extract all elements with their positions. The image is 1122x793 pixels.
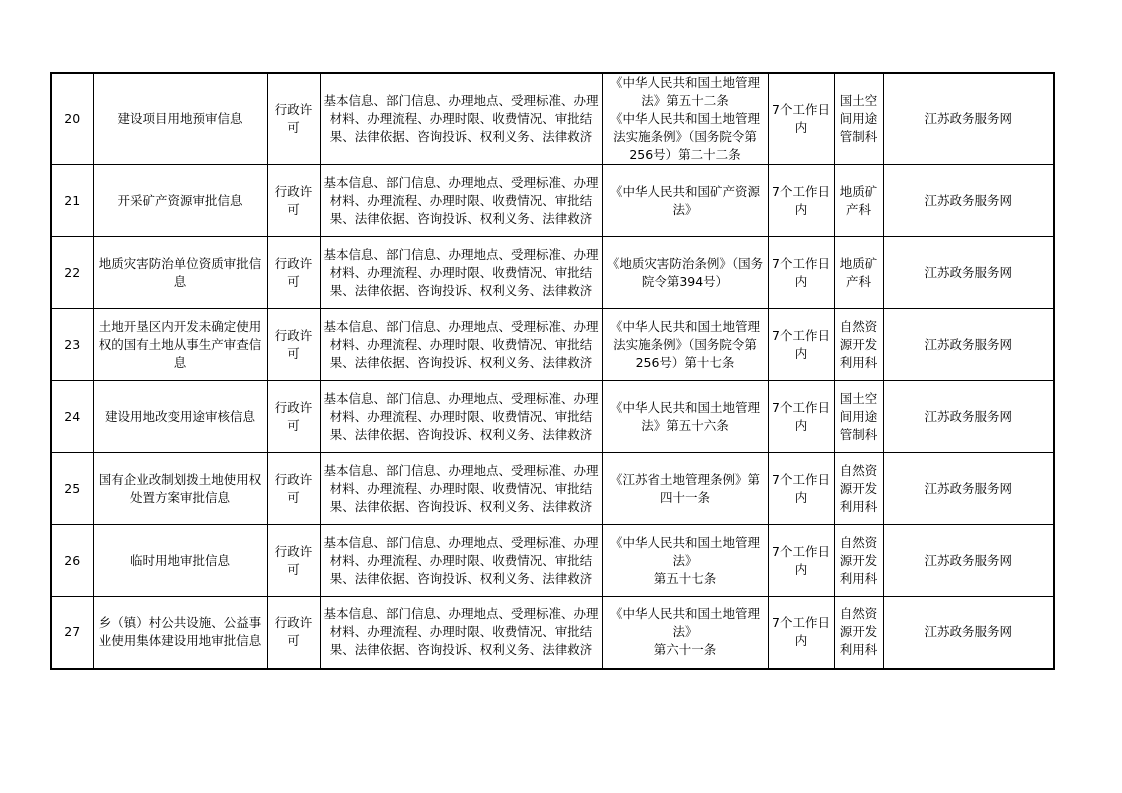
legal-basis xyxy=(602,237,768,309)
disclosure-channel: 江苏政务服务网 xyxy=(883,453,1054,525)
department: 自然资源开发利用科 xyxy=(834,525,883,597)
legal-basis xyxy=(602,165,768,237)
table-row xyxy=(51,453,1054,525)
department: 地质矿产科 xyxy=(834,165,883,237)
department: 自然资源开发利用科 xyxy=(834,597,883,669)
disclosure-content: 基本信息、部门信息、办理地点、受理标准、办理材料、办理流程、办理时限、收费情况、审批结果、法律依据、咨询投诉、权利义务、法律救济 xyxy=(320,237,602,309)
item-name: 乡（镇）村公共设施、公益事业使用集体建设用地审批信息 xyxy=(93,597,267,669)
row-number: 27 xyxy=(51,597,93,669)
item-type: 行政许可 xyxy=(267,73,320,165)
item-name: 地质灾害防治单位资质审批信息 xyxy=(93,237,267,309)
table-row xyxy=(51,381,1054,453)
legal-basis-line: 第五十七条 xyxy=(653,570,717,586)
row-number: 24 xyxy=(51,381,93,453)
item-name: 建设用地改变用途审核信息 xyxy=(93,381,267,453)
item-name: 开采矿产资源审批信息 xyxy=(93,165,267,237)
time-limit: 7个工作日内 xyxy=(768,309,834,381)
row-number: 23 xyxy=(51,309,93,381)
department: 国土空间用途管制科 xyxy=(834,381,883,453)
item-type: 行政许可 xyxy=(267,453,320,525)
disclosure-channel: 江苏政务服务网 xyxy=(883,73,1054,165)
item-type: 行政许可 xyxy=(267,309,320,381)
legal-basis-line: 《中华人民共和国土地管理法》第五十二条 xyxy=(609,75,760,108)
disclosure-content: 基本信息、部门信息、办理地点、受理标准、办理材料、办理流程、办理时限、收费情况、审批结果、法律依据、咨询投诉、权利义务、法律救济 xyxy=(320,381,602,453)
time-limit: 7个工作日内 xyxy=(768,73,834,165)
item-name: 土地开垦区内开发未确定使用权的国有土地从事生产审查信息 xyxy=(93,309,267,381)
time-limit: 7个工作日内 xyxy=(768,525,834,597)
legal-basis xyxy=(602,381,768,453)
disclosure-content: 基本信息、部门信息、办理地点、受理标准、办理材料、办理流程、办理时限、收费情况、审批结果、法律依据、咨询投诉、权利义务、法律救济 xyxy=(320,525,602,597)
disclosure-table xyxy=(50,72,1055,670)
legal-basis-line: 《中华人民共和国矿产资源法》 xyxy=(609,183,760,217)
time-limit: 7个工作日内 xyxy=(768,597,834,669)
disclosure-content: 基本信息、部门信息、办理地点、受理标准、办理材料、办理流程、办理时限、收费情况、审批结果、法律依据、咨询投诉、权利义务、法律救济 xyxy=(320,453,602,525)
disclosure-content: 基本信息、部门信息、办理地点、受理标准、办理材料、办理流程、办理时限、收费情况、审批结果、法律依据、咨询投诉、权利义务、法律救济 xyxy=(320,165,602,237)
disclosure-channel: 江苏政务服务网 xyxy=(883,309,1054,381)
table-row xyxy=(51,165,1054,237)
row-number: 21 xyxy=(51,165,93,237)
legal-basis xyxy=(602,309,768,381)
legal-basis xyxy=(602,453,768,525)
time-limit: 7个工作日内 xyxy=(768,381,834,453)
time-limit: 7个工作日内 xyxy=(768,453,834,525)
item-type: 行政许可 xyxy=(267,237,320,309)
table-row xyxy=(51,597,1054,669)
legal-basis-line: 《中华人民共和国土地管理法》 xyxy=(609,606,760,640)
table-row xyxy=(51,73,1054,165)
item-type: 行政许可 xyxy=(267,597,320,669)
time-limit: 7个工作日内 xyxy=(768,237,834,309)
time-limit: 7个工作日内 xyxy=(768,165,834,237)
department: 自然资源开发利用科 xyxy=(834,309,883,381)
department: 地质矿产科 xyxy=(834,237,883,309)
row-number: 26 xyxy=(51,525,93,597)
legal-basis-line: 《地质灾害防治条例》（国务院令第394号） xyxy=(606,255,764,289)
disclosure-channel: 江苏政务服务网 xyxy=(883,381,1054,453)
legal-basis-line: 《中华人民共和国土地管理法实施条例》（国务院令第256号）第十七条 xyxy=(609,318,760,370)
table-body xyxy=(51,73,1054,669)
legal-basis xyxy=(602,73,768,165)
item-name: 建设项目用地预审信息 xyxy=(93,73,267,165)
row-number: 25 xyxy=(51,453,93,525)
disclosure-content: 基本信息、部门信息、办理地点、受理标准、办理材料、办理流程、办理时限、收费情况、审批结果、法律依据、咨询投诉、权利义务、法律救济 xyxy=(320,309,602,381)
row-number: 20 xyxy=(51,73,93,165)
disclosure-channel: 江苏政务服务网 xyxy=(883,165,1054,237)
item-name: 国有企业改制划拨土地使用权处置方案审批信息 xyxy=(93,453,267,525)
table-row xyxy=(51,525,1054,597)
disclosure-content: 基本信息、部门信息、办理地点、受理标准、办理材料、办理流程、办理时限、收费情况、审批结果、法律依据、咨询投诉、权利义务、法律救济 xyxy=(320,73,602,165)
row-number: 22 xyxy=(51,237,93,309)
disclosure-channel: 江苏政务服务网 xyxy=(883,597,1054,669)
legal-basis-line: 第六十一条 xyxy=(653,642,717,658)
item-name: 临时用地审批信息 xyxy=(93,525,267,597)
item-type: 行政许可 xyxy=(267,525,320,597)
disclosure-content: 基本信息、部门信息、办理地点、受理标准、办理材料、办理流程、办理时限、收费情况、审批结果、法律依据、咨询投诉、权利义务、法律救济 xyxy=(320,597,602,669)
legal-basis-line: 《中华人民共和国土地管理法》 xyxy=(609,534,760,568)
department: 自然资源开发利用科 xyxy=(834,453,883,525)
table-row xyxy=(51,237,1054,309)
item-type: 行政许可 xyxy=(267,381,320,453)
legal-basis-line: 《中华人民共和国土地管理法实施条例》（国务院令第256号）第二十二条 xyxy=(609,111,760,162)
item-type: 行政许可 xyxy=(267,165,320,237)
department: 国土空间用途管制科 xyxy=(834,73,883,165)
legal-basis-line: 《江苏省土地管理条例》第四十一条 xyxy=(609,471,760,505)
table-row xyxy=(51,309,1054,381)
legal-basis-line: 《中华人民共和国土地管理法》第五十六条 xyxy=(609,399,760,433)
disclosure-channel: 江苏政务服务网 xyxy=(883,525,1054,597)
legal-basis xyxy=(602,597,768,669)
disclosure-channel: 江苏政务服务网 xyxy=(883,237,1054,309)
legal-basis xyxy=(602,525,768,597)
